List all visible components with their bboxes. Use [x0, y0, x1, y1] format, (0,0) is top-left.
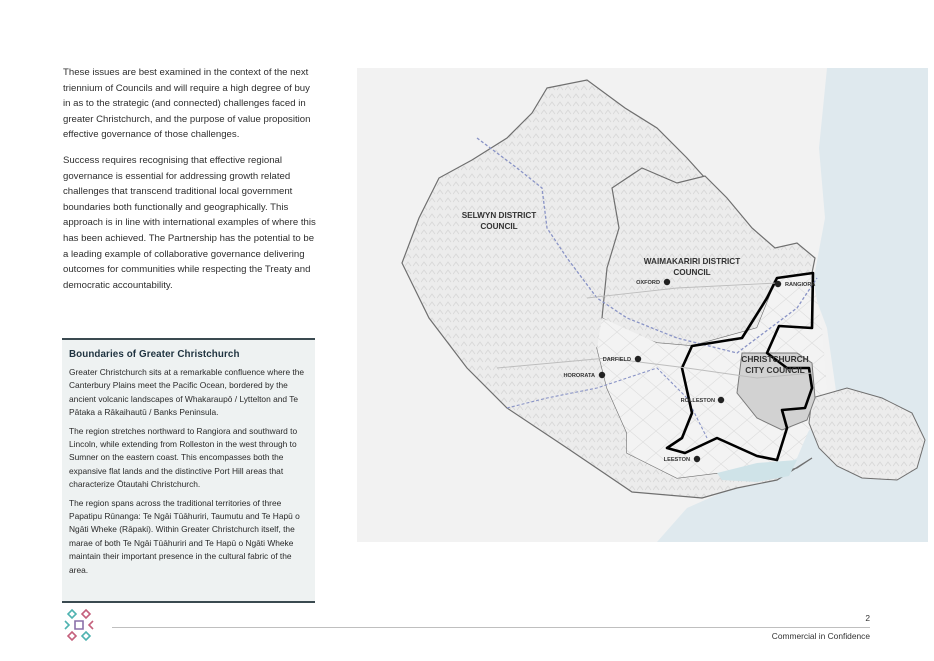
- waimakariri-label: WAIMAKARIRI DISTRICT: [643, 257, 741, 266]
- town-marker: [664, 279, 670, 285]
- confidentiality-label: Commercial in Confidence: [771, 631, 870, 641]
- town-label: LEESTON: [663, 457, 690, 463]
- waimakariri-label: COUNCIL: [673, 268, 711, 277]
- town-label: RANGIORA: [785, 282, 816, 288]
- selwyn-label: SELWYN DISTRICT: [461, 211, 537, 220]
- greater-christchurch-map: [357, 68, 928, 542]
- selwyn-label: COUNCIL: [480, 222, 518, 231]
- boundaries-paragraph: Greater Christchurch sits at a remarkable confluence where the Canterbury Plains meet the Pacific Ocean, bordered by the ancient volcanic landscapes of Whakaraupō / Lyttelton and Te Pātaka a Rākaihautū / Banks Peninsula.: [69, 367, 305, 418]
- footer-divider: [112, 627, 870, 628]
- town-label: DARFIELD: [602, 357, 631, 363]
- intro-paragraph: Success requires recognising that effective regional governance is essential for addressing growth related challenges that transcend traditional local government boundaries both functionally and geographically. This approach is in line with international examples of where this has been achieved. The Partnership has the potential to be a leading example of collaborative governance delivering outcomes for communities while respecting the Treaty and democratic accountability.: [63, 154, 316, 291]
- boundaries-paragraph: The region spans across the traditional territories of three Papatipu Rūnanga: Te Ngāi Tūāhuriri, Taumutu and Te Hapū o Ngāti Wheke (Rāpaki). Within Greater Christchurch itself, the marae of both Te Ngāi Tūāhuriri and Te Hapū o Ngāti Wheke maintain their important presence in the cultural fabric of the area.: [69, 497, 300, 575]
- boundaries-paragraph: The region stretches northward to Rangiora and southward to Lincoln, while extending from Rolleston in the west through to Sumner on the eastern coast. This encompasses both the expansive flat lands and the distinctive Port Hill areas that characterize Ōtautahi Christchurch.: [69, 425, 298, 490]
- boundaries-title: Boundaries of Greater Christchurch: [69, 349, 240, 360]
- town-marker: [599, 372, 605, 378]
- christchurch-label: CHRISTCHURCH: [741, 354, 809, 364]
- intro-text: [63, 65, 318, 303]
- town-marker: [694, 456, 700, 462]
- organisation-logo: [62, 608, 96, 642]
- town-label: HORORATA: [563, 373, 595, 379]
- town-label: OXFORD: [636, 280, 660, 286]
- town-marker: [635, 356, 641, 362]
- map-svg: [357, 68, 928, 542]
- town-marker: [775, 281, 781, 287]
- town-marker: [718, 397, 724, 403]
- boundaries-panel: [62, 338, 315, 603]
- intro-paragraph: These issues are best examined in the context of the next triennium of Councils and will require a high degree of buy in as to the strategic (and connected) challenges faced in greater Christchurch, and the purpose of value proposition effective governance of those challenges.: [63, 67, 311, 141]
- page-number: 2: [865, 613, 870, 623]
- christchurch-label: CITY COUNCIL: [745, 365, 805, 375]
- town-label: ROLLESTON: [680, 398, 715, 404]
